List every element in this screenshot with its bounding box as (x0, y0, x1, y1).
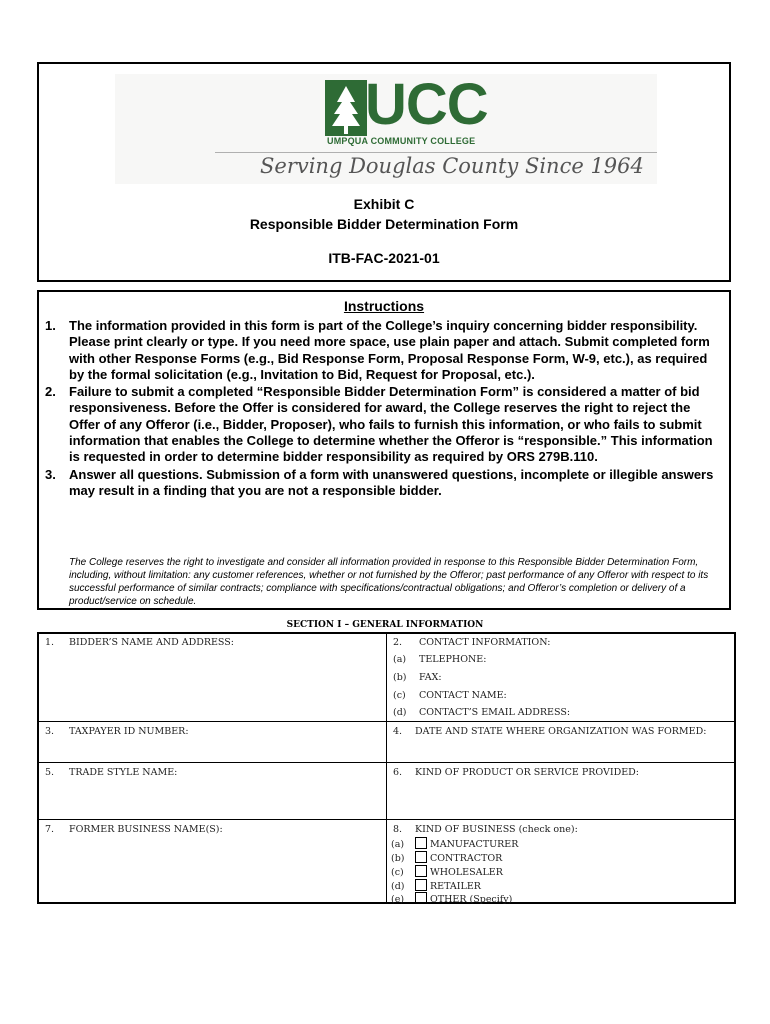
form-title (39, 194, 729, 234)
option-letter: (c) (391, 867, 404, 878)
instructions-box (37, 290, 731, 610)
former-business-names-field[interactable] (39, 820, 386, 904)
tree-logo-icon (325, 80, 367, 136)
fax-field[interactable] (387, 672, 734, 689)
instruction-item (43, 467, 721, 500)
option-label: WHOLESALER (430, 867, 503, 878)
logo-subtitle: UMPQUA COMMUNITY COLLEGE (327, 136, 476, 146)
contact-name-field[interactable] (387, 690, 734, 707)
logo-wordmark: UCC (365, 72, 488, 137)
ucc-logo (115, 74, 657, 184)
form-name: Responsible Bidder Determination Form (249, 216, 519, 232)
other-checkbox[interactable] (415, 892, 427, 904)
product-service-field[interactable] (387, 763, 734, 819)
business-kind-retailer (391, 879, 481, 893)
field-number: 2. (393, 637, 403, 648)
itb-number: ITB-FAC-2021-01 (328, 250, 440, 266)
field-letter: (a) (393, 654, 407, 665)
instruction-number: 2. (45, 384, 56, 400)
section-title: SECTION I – GENERAL INFORMATION (286, 620, 484, 630)
instruction-text: Failure to submit a completed “Responsible Bidder Determination Form” is considered a matter of bid responsiveness. Before the Offer is considered for award, the College reserves the right to reject the Offer of any Offeror (i.e., Bidder, Proposer), who fails to furnish this information, or who fails to submit information that enables the College to determine whether the Offeror is “responsible.” This information is requested in order to determine bidder responsibility as required by ORS 279B.110. (69, 384, 713, 465)
instruction-text: The information provided in this form is part of the College’s inquiry concerning bidder responsibility. Please print clearly or type. If you need more space, use plain paper and attach. Submit completed form with other Response Forms (e.g., Bid Response Form, Proposal Response Form, W-9, etc.), as required by the formal solicitation (e.g., Invitation to Bid, Request for Proposal, etc.). (69, 318, 710, 382)
option-label: RETAILER (430, 881, 481, 892)
instruction-item (43, 384, 721, 465)
option-letter: (b) (391, 853, 405, 864)
retailer-checkbox[interactable] (415, 879, 427, 891)
option-letter: (a) (391, 839, 405, 850)
contact-information-field (387, 634, 734, 721)
bidder-name-address-field[interactable] (39, 634, 386, 721)
option-letter: (e) (391, 894, 405, 905)
telephone-field[interactable] (387, 654, 734, 671)
field-label: CONTACT INFORMATION: (419, 637, 551, 648)
field-label: TELEPHONE: (419, 654, 487, 665)
date-state-formed-field[interactable] (387, 722, 734, 762)
field-letter: (d) (393, 707, 407, 718)
instruction-number: 3. (45, 466, 56, 482)
field-label: KIND OF PRODUCT OR SERVICE PROVIDED: (415, 767, 639, 778)
field-label: BIDDER’S NAME AND ADDRESS: (69, 637, 234, 648)
option-letter: (d) (391, 881, 405, 892)
field-letter: (b) (393, 672, 407, 683)
field-label: CONTACT’S EMAIL ADDRESS: (419, 707, 571, 718)
logo-divider (215, 152, 657, 153)
field-label: CONTACT NAME: (419, 690, 507, 701)
option-label: OTHER (Specify) (430, 894, 513, 905)
option-label: CONTRACTOR (430, 853, 503, 864)
field-number: 8. (393, 824, 403, 835)
manufacturer-checkbox[interactable] (415, 837, 427, 849)
field-label: FORMER BUSINESS NAME(S): (69, 824, 223, 835)
field-number: 5. (45, 767, 55, 778)
business-kind-contractor (391, 851, 502, 865)
instruction-item (43, 318, 721, 383)
disclaimer-text: The College reserves the right to investigate and consider all information provided in response to this Responsible Bidder Determination Form, including, without limitation: any customer references, whether or not furnished by the Offeror; past performance of any Offeror with respect to its successful performance of similar contracts; compliance with specifications/contractual obligations; and Offeror’s completion or delivery of a product/service on schedule. (69, 557, 709, 607)
field-label: TRADE STYLE NAME: (69, 767, 178, 778)
option-label: MANUFACTURER (430, 839, 519, 850)
wholesaler-checkbox[interactable] (415, 865, 427, 877)
business-kind-wholesaler (391, 865, 503, 879)
field-label: TAXPAYER ID NUMBER: (69, 726, 189, 737)
field-label: DATE AND STATE WHERE ORGANIZATION WAS FORMED: (415, 726, 707, 737)
field-number: 3. (45, 726, 55, 737)
instructions-heading: Instructions (343, 298, 425, 314)
general-information-grid (37, 632, 736, 904)
field-number: 4. (393, 726, 403, 737)
instruction-text: Answer all questions. Submission of a form with unanswered questions, incomplete or illegible answers may result in a finding that you are not a responsible bidder. (69, 466, 714, 498)
kind-of-business-label: KIND OF BUSINESS (check one): (415, 824, 578, 835)
exhibit-label: Exhibit C (353, 196, 415, 212)
field-number: 7. (45, 824, 55, 835)
instructions-list (43, 318, 721, 500)
form-header (37, 62, 731, 282)
field-number: 1. (45, 637, 55, 648)
field-letter: (c) (393, 690, 406, 701)
taxpayer-id-field[interactable] (39, 722, 386, 762)
trade-style-name-field[interactable] (39, 763, 386, 819)
business-kind-other (391, 892, 512, 906)
field-label: FAX: (419, 672, 442, 683)
logo-tagline: Serving Douglas County Since 1964 (260, 154, 644, 178)
contact-email-field[interactable] (387, 707, 734, 721)
instruction-number: 1. (45, 318, 56, 333)
contractor-checkbox[interactable] (415, 851, 427, 863)
business-kind-manufacturer (391, 837, 518, 851)
field-number: 6. (393, 767, 403, 778)
